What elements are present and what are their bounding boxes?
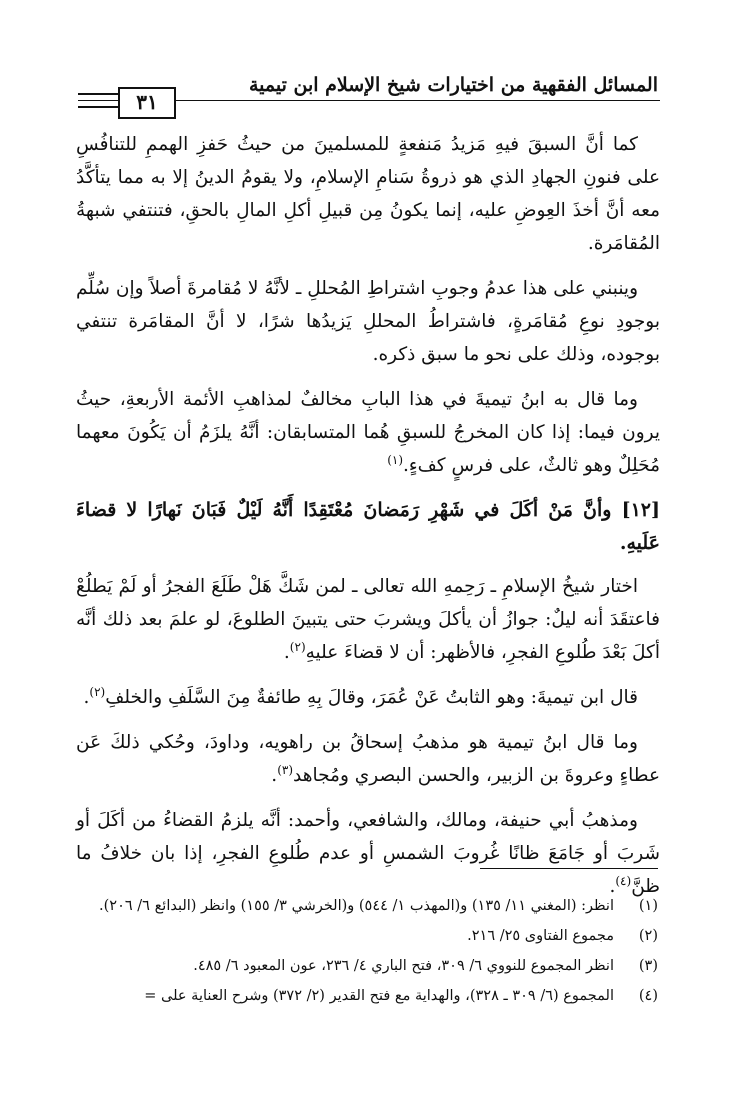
footnote [76, 982, 658, 1011]
paragraph: اختار شيخُ الإسلامِ ـ رَحِمهِ الله تعالى ـ لمن شَكَّ هَلْ طَلَعَ الفجرُ أو لَمْ يَطلُعْ فاعتقَدَ أنه ليلٌ: جوازُ أن يأكلَ ويشربَ حتى يتبينَ الطلوعَ، لو علمَ بعد ذلك أنَّه أكلَ بَعْدَ طُلوعِ الفجرِ، فالأظهر: أن لا قضاءَ عليهِ$^{(٢)}$. [76, 576, 660, 663]
footnotes [76, 892, 658, 1012]
footnote-ref: (٤) [615, 873, 632, 888]
footnote-text: انظر المجموع للنووي ٦/ ٣٠٩، فتح الباري ٤/ ٢٣٦، عون المعبود ٦/ ٤٨٥. [193, 958, 614, 974]
footnote-text: مجموع الفتاوى ٢٥/ ٢١٦. [467, 928, 614, 944]
footnote-number: (٢) [638, 928, 658, 944]
paragraph: وما قال ابنُ تيمية هو مذهبُ إسحاقُ بن راهويه، وداودَ، وحُكي ذلكَ عَن عطاءٍ وعروةَ بن الزبير، والحسن البصري ومُجاهد$^{(٣)}$. [76, 732, 660, 786]
footnote-ref: (١) [387, 452, 404, 467]
paragraph: وما قال به ابنُ تيميةَ في هذا البابِ مخالفٌ لمذاهبِ الأئمة الأربعةِ، حيثُ يرون فيما: إذا كان المخرجُ للسبقِ هُما المتسابقان: أنَّهُ يلزَمُ أن يَكُونَ معهما مُحَلِلٌ وهو ثالثٌ، على فرسٍ كفءٍ.$^{(١)}$ [76, 389, 660, 476]
footnote-rule [480, 868, 658, 869]
page-number-rule-lower [78, 106, 118, 108]
footnote-ref: (٢) [89, 684, 106, 699]
footnote [76, 892, 658, 921]
footnote-text: المجموع (٦/ ٣٠٩ ـ ٣٢٨)، والهداية مع فتح القدير (٢/ ٣٧٢) وشرح العناية على = [144, 988, 614, 1004]
paragraph: ومذهبُ أبي حنيفة، ومالك، والشافعي، وأحمد: أنَّه يلزمُ القضاءُ من أكَلَ أو شَربَ أو جَامَعَ ظانًا غُروبَ الشمسِ أو عدم طُلوعِ الفجرِ، إذا بان خلافُ ما ظنَّ$^{(٤)}$. [76, 810, 660, 897]
running-header-title: المسائل الفقهية من اختيارات شيخ الإسلام ابن تيمية [248, 74, 658, 96]
footnote [76, 922, 658, 951]
footnote-ref: (٢) [289, 639, 306, 654]
footnote-ref: (٣) [277, 762, 294, 777]
page-number: ٣١ [118, 87, 176, 119]
footnote-number: (١) [638, 898, 658, 914]
paragraph: قال ابن تيميةَ: وهو الثابتُ عَنْ عُمَرَ، وقالَ بِهِ طائفةٌ مِنَ السَّلَفِ والخلفِ$^{(٢)}$. [83, 684, 638, 708]
paragraph: كما أنَّ السبقَ فيهِ مَزيدُ مَنفعةٍ للمسلمينَ من حيثُ حَفزِ الهممِ للتنافُسِ على فنونِ الجهادِ الذي هو ذروةُ سَنامِ الإسلامِ، ولا يقومُ الدينُ إلا به مما يتأكَّدُ معه أنَّ أخذَ العِوضِ عليه، إنما يكونُ مِن قبيلِ أكلِ المالِ بالحقِ، فتنتفي شبهةُ المُقامَرة. [76, 134, 660, 254]
footnote-text: انظر: (المغني ١١/ ١٣٥) و(المهذب ١/ ٥٤٤) و(الخرشي ٣/ ١٥٥) وانظر (البدائع ٦/ ٢٠٦). [99, 898, 614, 914]
main-text [76, 128, 660, 915]
footnote [76, 952, 658, 981]
footnote-number: (٣) [638, 958, 658, 974]
paragraph: وينبني على هذا عدمُ وجوبِ اشتراطِ المُحللِ ـ لأنَّهُ لا مُقامرةَ أصلاً وإن سُلِّم بوجودِ نوعِ مُقامَرةٍ، فاشتراطُ المحللِ يَزيدُها شرًا، لا أنَّ المقامَرة تنتفي بوجوده، وذلك على نحو ما سبق ذكره. [76, 278, 660, 365]
section-heading: [١٢] وأنَّ مَنْ أكَلَ في شَهْرِ رَمَضانَ مُعْتَقِدًا أَنَّهُ لَيْلٌ فَبَانَ نَهارًا لا قضاءَ عَلَيهِ. [76, 499, 660, 554]
page-number-rule-upper [78, 93, 118, 95]
footnote-number: (٤) [638, 988, 658, 1004]
